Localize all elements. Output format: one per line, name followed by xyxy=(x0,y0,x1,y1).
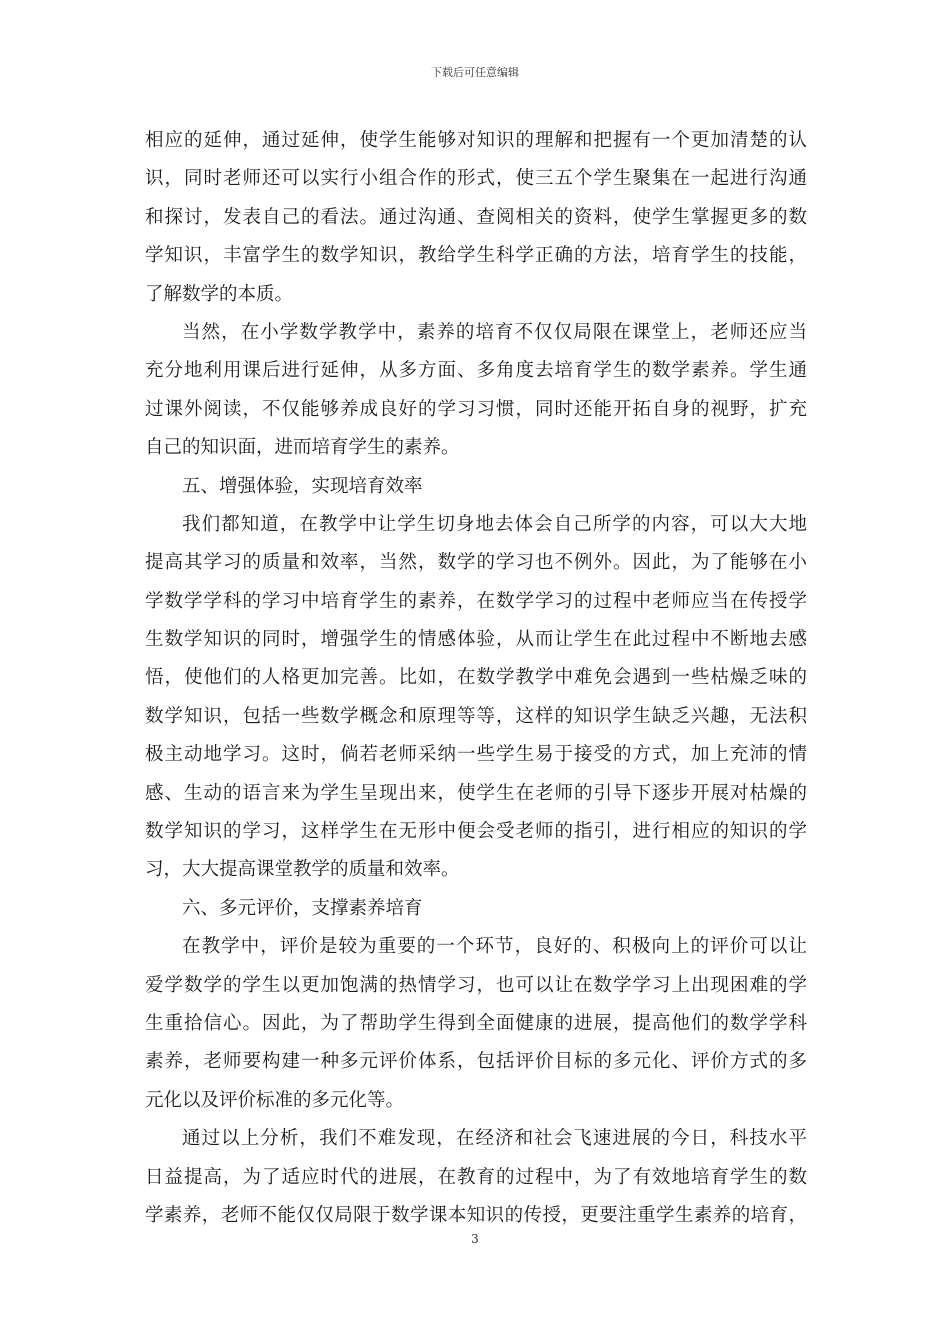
text-line: 学数学学科的学习中培育学生的素养，在数学学习的过程中老师应当在传授学 xyxy=(145,590,807,612)
text-line: 生重拾信心。因此，为了帮助学生得到全面健康的进展，提高他们的数学学科 xyxy=(145,1012,807,1034)
text-line: 在教学中，评价是较为重要的一个环节，良好的、积极向上的评价可以让 xyxy=(182,936,807,958)
text-line: 学素养，老师不能仅仅局限于数学课本知识的传授，更要注重学生素养的培育， xyxy=(145,1204,807,1226)
text-line: 日益提高，为了适应时代的进展，在教育的过程中，为了有效地培育学生的数 xyxy=(145,1166,807,1188)
text-line: 识，同时老师还可以实行小组合作的形式，使三五个学生聚集在一起进行沟通 xyxy=(145,168,807,190)
text-line: 学知识，丰富学生的数学知识，教给学生科学正确的方法，培育学生的技能， xyxy=(145,245,807,267)
text-line: 极主动地学习。这时，倘若老师采纳一些学生易于接受的方式，加上充沛的情 xyxy=(145,744,807,766)
text-line: 自己的知识面，进而培育学生的素养。 xyxy=(145,437,460,459)
text-line: 数学知识的学习，这样学生在无形中便会受老师的指引，进行相应的知识的学 xyxy=(145,821,807,843)
page-header: 下载后可任意编辑 xyxy=(431,66,519,79)
page-number: 3 xyxy=(471,1232,479,1246)
text-line: 生数学知识的同时，增强学生的情感体验，从而让学生在此过程中不断地去感 xyxy=(145,629,807,651)
text-line: 数学知识，包括一些数学概念和原理等等，这样的知识学生缺乏兴趣，无法积 xyxy=(145,705,807,727)
text-line: 元化以及评价标准的多元化等。 xyxy=(145,1089,405,1111)
text-line: 素养，老师要构建一种多元评价体系，包括评价目标的多元化、评价方式的多 xyxy=(145,1051,807,1073)
text-line: 五、增强体验，实现培育效率 xyxy=(182,475,423,497)
text-line: 过课外阅读，不仅能够养成良好的学习习惯，同时还能开拓自身的视野，扩充 xyxy=(145,398,807,420)
text-line: 充分地利用课后进行延伸，从多方面、多角度去培育学生的数学素养。学生通 xyxy=(145,360,807,382)
text-line: 和探讨，发表自己的看法。通过沟通、查阅相关的资料，使学生掌握更多的数 xyxy=(145,206,807,228)
text-line: 了解数学的本质。 xyxy=(145,283,294,305)
text-line: 习，大大提高课堂教学的质量和效率。 xyxy=(145,859,460,881)
body-text xyxy=(145,122,807,1235)
text-line: 悟，使他们的人格更加完善。比如，在数学教学中难免会遇到一些枯燥乏味的 xyxy=(145,667,807,689)
text-line: 感、生动的语言来为学生呈现出来，使学生在老师的引导下逐步开展对枯燥的 xyxy=(145,782,807,804)
text-line: 我们都知道，在教学中让学生切身地去体会自己所学的内容，可以大大地 xyxy=(182,513,807,535)
text-line: 提高其学习的质量和效率，当然，数学的学习也不例外。因此，为了能够在小 xyxy=(145,552,807,574)
text-line: 爱学数学的学生以更加饱满的热情学习，也可以让在数学学习上出现困难的学 xyxy=(145,974,807,996)
text-line: 通过以上分析，我们不难发现，在经济和社会飞速进展的今日，科技水平 xyxy=(182,1128,807,1150)
text-line: 相应的延伸，通过延伸，使学生能够对知识的理解和把握有一个更加清楚的认 xyxy=(145,130,807,151)
text-line: 当然，在小学数学教学中，素养的培育不仅仅局限在课堂上，老师还应当 xyxy=(182,321,807,343)
text-line: 六、多元评价，支撑素养培育 xyxy=(182,897,423,919)
